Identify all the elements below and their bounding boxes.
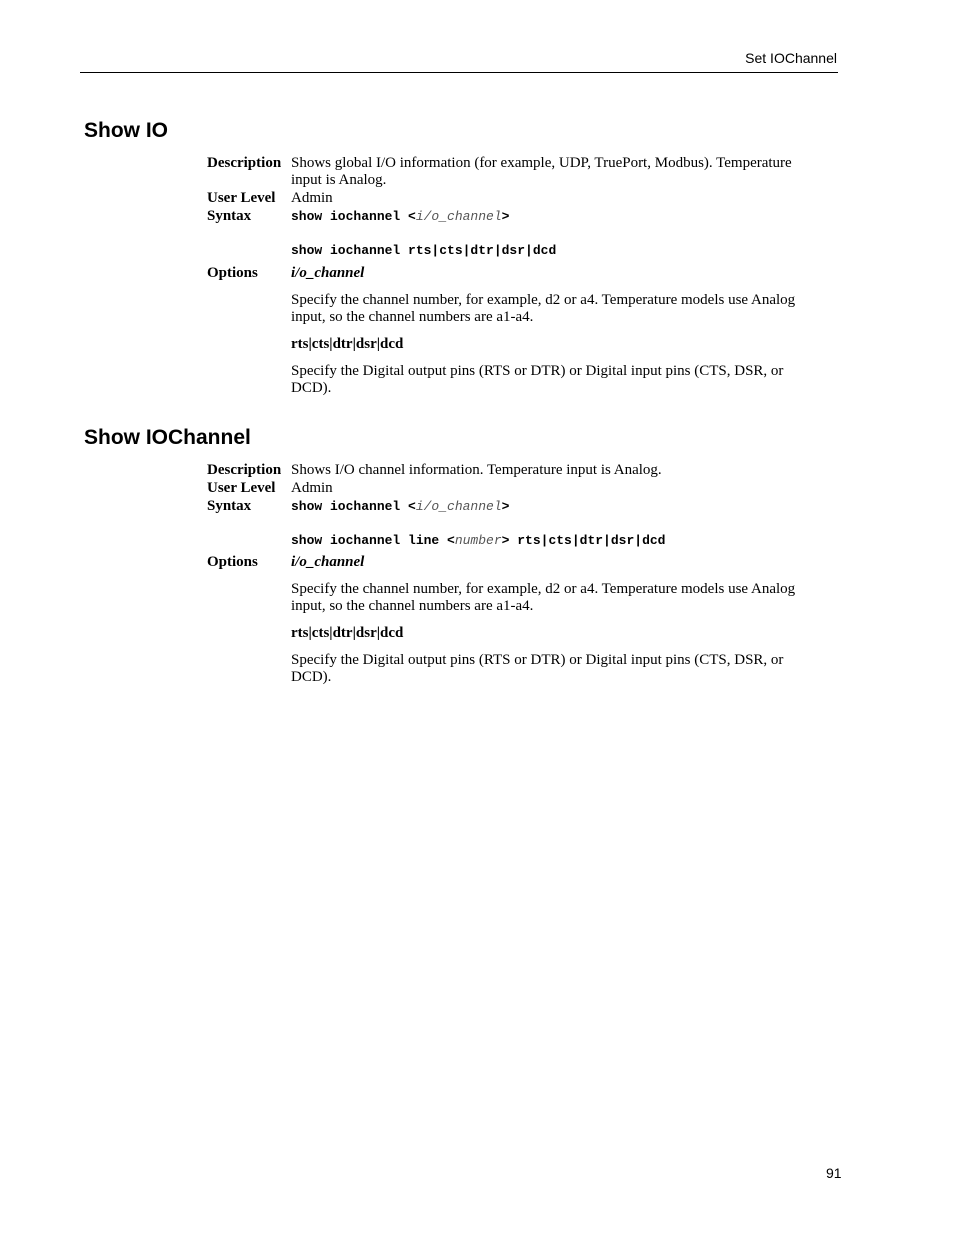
user-level-value: Admin <box>291 190 333 206</box>
option-text: Specify the Digital output pins (RTS or DTR) or Digital input pins (CTS, DSR, or DCD). <box>291 363 784 396</box>
options-label: Options <box>207 554 258 570</box>
user-level-label: User Level <box>207 480 276 496</box>
option-name: i/o_channel <box>291 554 365 570</box>
option-name: rts|cts|dtr|dsr|dcd <box>291 625 404 641</box>
page-number: 91 <box>826 1165 842 1181</box>
option-text: Specify the channel number, for example, d2 or a4. Temperature models use Analog input, so the channel numbers are a1-a4. <box>291 581 796 614</box>
syntax-variable: i/o_channel <box>415 499 502 514</box>
description-label: Description <box>207 462 282 478</box>
description-label: Description <box>207 155 282 171</box>
syntax-command: show iochannel < <box>291 209 416 224</box>
section-title: Show IO <box>84 119 168 142</box>
description-text: Shows I/O channel information. Temperature input is Analog. <box>291 462 662 478</box>
syntax-command-end: > <box>501 209 510 224</box>
option-name: rts|cts|dtr|dsr|dcd <box>291 336 404 352</box>
syntax-line-2: show iochannel rts|cts|dtr|dsr|dcd <box>291 243 557 258</box>
syntax-command: show iochannel < <box>291 499 416 514</box>
description-text: Shows global I/O information (for example, UDP, TruePort, Modbus). Temperature input is Analog. <box>291 155 792 188</box>
option-name: i/o_channel <box>291 265 365 281</box>
section-title: Show IOChannel <box>84 426 251 449</box>
syntax-variable: i/o_channel <box>415 209 502 224</box>
syntax-line-1 <box>291 208 509 225</box>
options-label: Options <box>207 265 258 281</box>
user-level-label: User Level <box>207 190 276 206</box>
syntax-command-end: > rts|cts|dtr|dsr|dcd <box>501 533 666 548</box>
option-text: Specify the channel number, for example, d2 or a4. Temperature models use Analog input, so the channel numbers are a1-a4. <box>291 292 796 325</box>
syntax-command: show iochannel line < <box>291 533 455 548</box>
user-level-value: Admin <box>291 480 333 496</box>
syntax-label: Syntax <box>207 498 252 514</box>
syntax-line-2 <box>291 532 665 549</box>
syntax-line-1 <box>291 498 509 515</box>
syntax-variable: number <box>454 533 502 548</box>
running-header-title: Set IOChannel <box>745 50 837 66</box>
syntax-command-end: > <box>501 499 510 514</box>
option-text: Specify the Digital output pins (RTS or DTR) or Digital input pins (CTS, DSR, or DCD). <box>291 652 784 685</box>
syntax-label: Syntax <box>207 208 252 224</box>
header-rule <box>80 72 838 73</box>
